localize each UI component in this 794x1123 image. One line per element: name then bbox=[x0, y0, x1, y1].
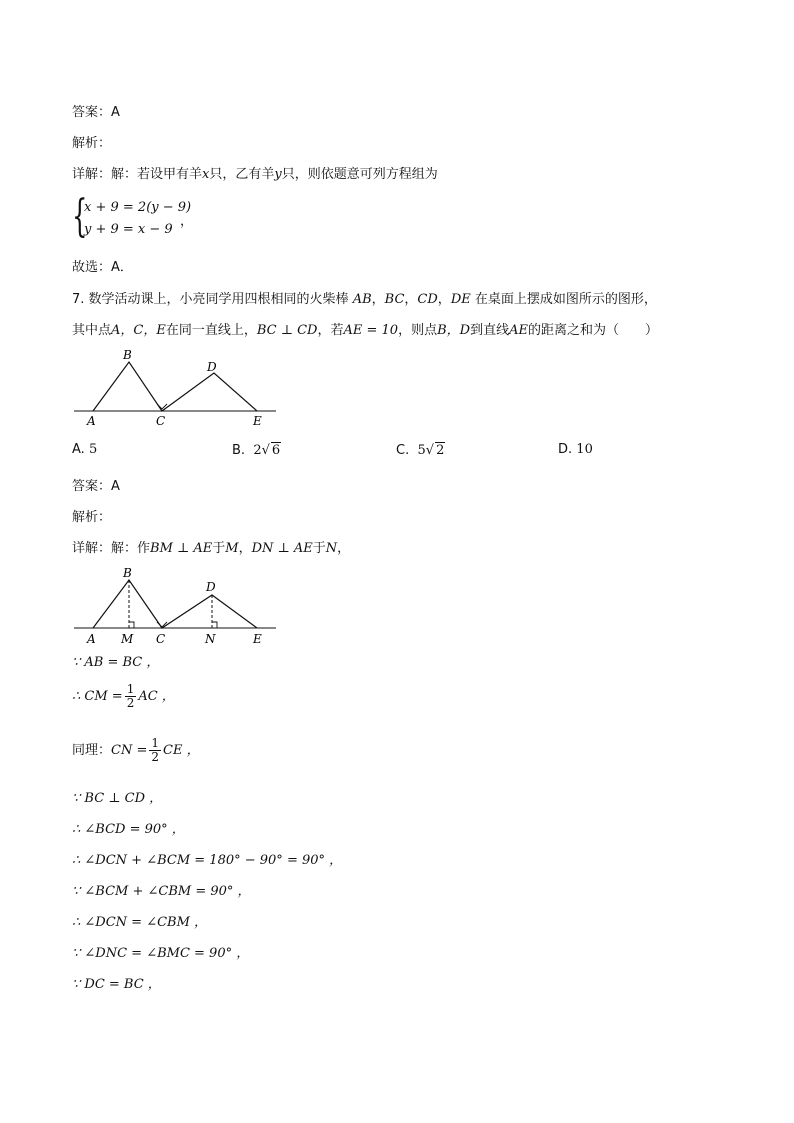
q7-stem-sep-1: ， bbox=[371, 292, 385, 307]
q6-detail-prefix: 详解：解：若设甲有羊 bbox=[72, 167, 203, 182]
q7-stem-text-h: 的距离之和为（ ） bbox=[527, 323, 658, 338]
q6-answer: 答案：A bbox=[72, 105, 120, 120]
q7-stem-ae10: AE = 10 bbox=[343, 323, 399, 338]
q7-detail-bm: BM ⊥ AE bbox=[150, 541, 213, 556]
step-6: ∴ ∠DCN + ∠BCM = 180° − 90° = 90° ， bbox=[72, 853, 343, 868]
step-8: ∴ ∠DCN = ∠CBM ， bbox=[72, 915, 208, 930]
q7-stem-text-d: 在同一直线上， bbox=[165, 323, 257, 338]
step-5: ∴ ∠BCD = 90° ， bbox=[72, 822, 185, 837]
q7-answer: 答案：A bbox=[72, 479, 120, 494]
q7-stem-ab: AB bbox=[352, 292, 372, 307]
option-d-label: D. bbox=[558, 442, 573, 457]
step-7: ∵ ∠BCM + ∠CBM = 90° ， bbox=[72, 884, 251, 899]
step-2-post: AC ， bbox=[138, 689, 175, 704]
fig2-label-m: M bbox=[121, 632, 134, 646]
fig1-label-e: E bbox=[253, 414, 262, 428]
q7-stem-text-f: ，则点 bbox=[398, 323, 438, 338]
q7-stem-perp: BC ⊥ CD bbox=[256, 323, 318, 338]
q7-stem-text-c: 其中点 bbox=[72, 323, 112, 338]
step-3 bbox=[72, 736, 200, 766]
option-a-label: A. bbox=[72, 442, 85, 457]
q6-equation-comma: ， bbox=[180, 214, 194, 229]
fig2-right-angle-n bbox=[212, 622, 217, 628]
q6-var-y: y bbox=[274, 167, 282, 182]
q7-stem-de: DE bbox=[450, 292, 471, 307]
step-1: ∵ AB = BC ， bbox=[72, 655, 160, 670]
step-9: ∵ ∠DNC = ∠BMC = 90° ， bbox=[72, 946, 250, 961]
q7-detail-n: N bbox=[325, 541, 338, 556]
step-3-fraction bbox=[149, 737, 161, 764]
q7-stem-ae: AE bbox=[509, 323, 528, 338]
step-3-denominator: 2 bbox=[151, 750, 160, 764]
q7-stem-line-1 bbox=[72, 291, 657, 309]
option-b-label: B. bbox=[232, 443, 246, 458]
fig1-matchsticks bbox=[93, 362, 257, 411]
q6-equation-2: y + 9 = x − 9 bbox=[84, 222, 173, 237]
q7-detail-dn: DN ⊥ AE bbox=[251, 541, 313, 556]
step-3-post: CE ， bbox=[163, 743, 200, 758]
step-2-fraction bbox=[125, 683, 137, 710]
q7-stem-cd: CD bbox=[417, 292, 438, 307]
fig1-label-d: D bbox=[207, 360, 217, 374]
step-2-pre: ∴ CM = bbox=[72, 689, 123, 704]
q7-detail-comma: ， bbox=[238, 541, 252, 556]
option-a-value: 5 bbox=[88, 442, 98, 457]
q7-option-c: C. 5√ 2 bbox=[396, 443, 445, 458]
step-3-math: CN = bbox=[111, 743, 148, 758]
step-2 bbox=[72, 682, 175, 712]
q7-detail-prefix: 详解：解：作 bbox=[72, 541, 151, 556]
fig1-label-b: B bbox=[123, 348, 132, 362]
fig2-label-d: D bbox=[206, 580, 216, 594]
q7-stem-bc: BC bbox=[384, 292, 405, 307]
step-2-numerator: 1 bbox=[126, 682, 135, 696]
q7-figure-2 bbox=[72, 564, 278, 648]
fig1-label-c: C bbox=[156, 414, 166, 428]
q7-stem-text-e: ，若 bbox=[317, 323, 344, 338]
option-b-coef: 2 bbox=[253, 443, 262, 458]
fig2-label-b: B bbox=[123, 566, 132, 580]
q7-figure-1 bbox=[72, 346, 278, 430]
q7-option-a bbox=[72, 442, 97, 457]
option-d-value: 10 bbox=[576, 442, 593, 457]
q7-stem-text-b: 在桌面上摆成如图所示的图形， bbox=[474, 292, 657, 307]
q6-equation-1: x + 9 = 2(y − 9) bbox=[84, 200, 192, 215]
step-4: ∵ BC ⊥ CD ， bbox=[72, 791, 163, 806]
q7-analysis-heading: 解析： bbox=[72, 510, 112, 525]
q7-stem-text-g: 到直线 bbox=[470, 323, 510, 338]
q7-stem-bd: B，D bbox=[437, 323, 471, 338]
q6-detail-mid: 只，乙有羊 bbox=[209, 167, 275, 182]
q7-stem-text-a: 7. 数学活动课上，小亮同学用四根相同的火柴棒 bbox=[72, 292, 349, 307]
q6-choose: 故选：A． bbox=[72, 260, 133, 275]
q7-detail-end: ， bbox=[337, 541, 351, 556]
q7-stem-line-2 bbox=[72, 322, 658, 340]
fig2-label-c: C bbox=[156, 632, 166, 646]
option-b-radicand: 6 bbox=[271, 443, 281, 458]
option-c-coef: 5 bbox=[417, 443, 426, 458]
q6-detail-suffix: 只，则依题意可列方程组为 bbox=[281, 167, 438, 182]
q7-detail-m: M bbox=[225, 541, 239, 556]
step-3-numerator: 1 bbox=[151, 736, 160, 750]
q7-stem-sep-3: ， bbox=[437, 292, 451, 307]
option-c-radicand: 2 bbox=[436, 443, 445, 458]
fig2-label-a: A bbox=[87, 632, 96, 646]
step-2-denominator: 2 bbox=[126, 696, 135, 710]
fig2-right-angle-m bbox=[129, 622, 134, 628]
step-10: ∵ DC = BC ， bbox=[72, 977, 161, 992]
q7-detail-yu-1: 于 bbox=[212, 541, 226, 556]
q7-stem-points: A，C，E bbox=[111, 323, 166, 338]
q6-system-brace: { bbox=[72, 191, 88, 242]
q7-detail bbox=[72, 540, 350, 558]
fig2-label-e: E bbox=[253, 632, 262, 646]
q7-option-d bbox=[558, 442, 593, 457]
q7-stem-sep-2: ， bbox=[404, 292, 418, 307]
step-3-pre: 同理： bbox=[72, 743, 112, 758]
q7-detail-yu-2: 于 bbox=[312, 541, 326, 556]
fig1-label-a: A bbox=[87, 414, 96, 428]
option-c-label: C. bbox=[396, 443, 410, 458]
q6-detail bbox=[72, 166, 438, 184]
q7-option-b: B. 2√ 6 bbox=[232, 443, 281, 458]
q6-var-x: x bbox=[202, 167, 210, 182]
fig2-matchsticks bbox=[93, 580, 257, 628]
q6-analysis-heading: 解析： bbox=[72, 136, 112, 151]
fig2-label-n: N bbox=[205, 632, 216, 646]
